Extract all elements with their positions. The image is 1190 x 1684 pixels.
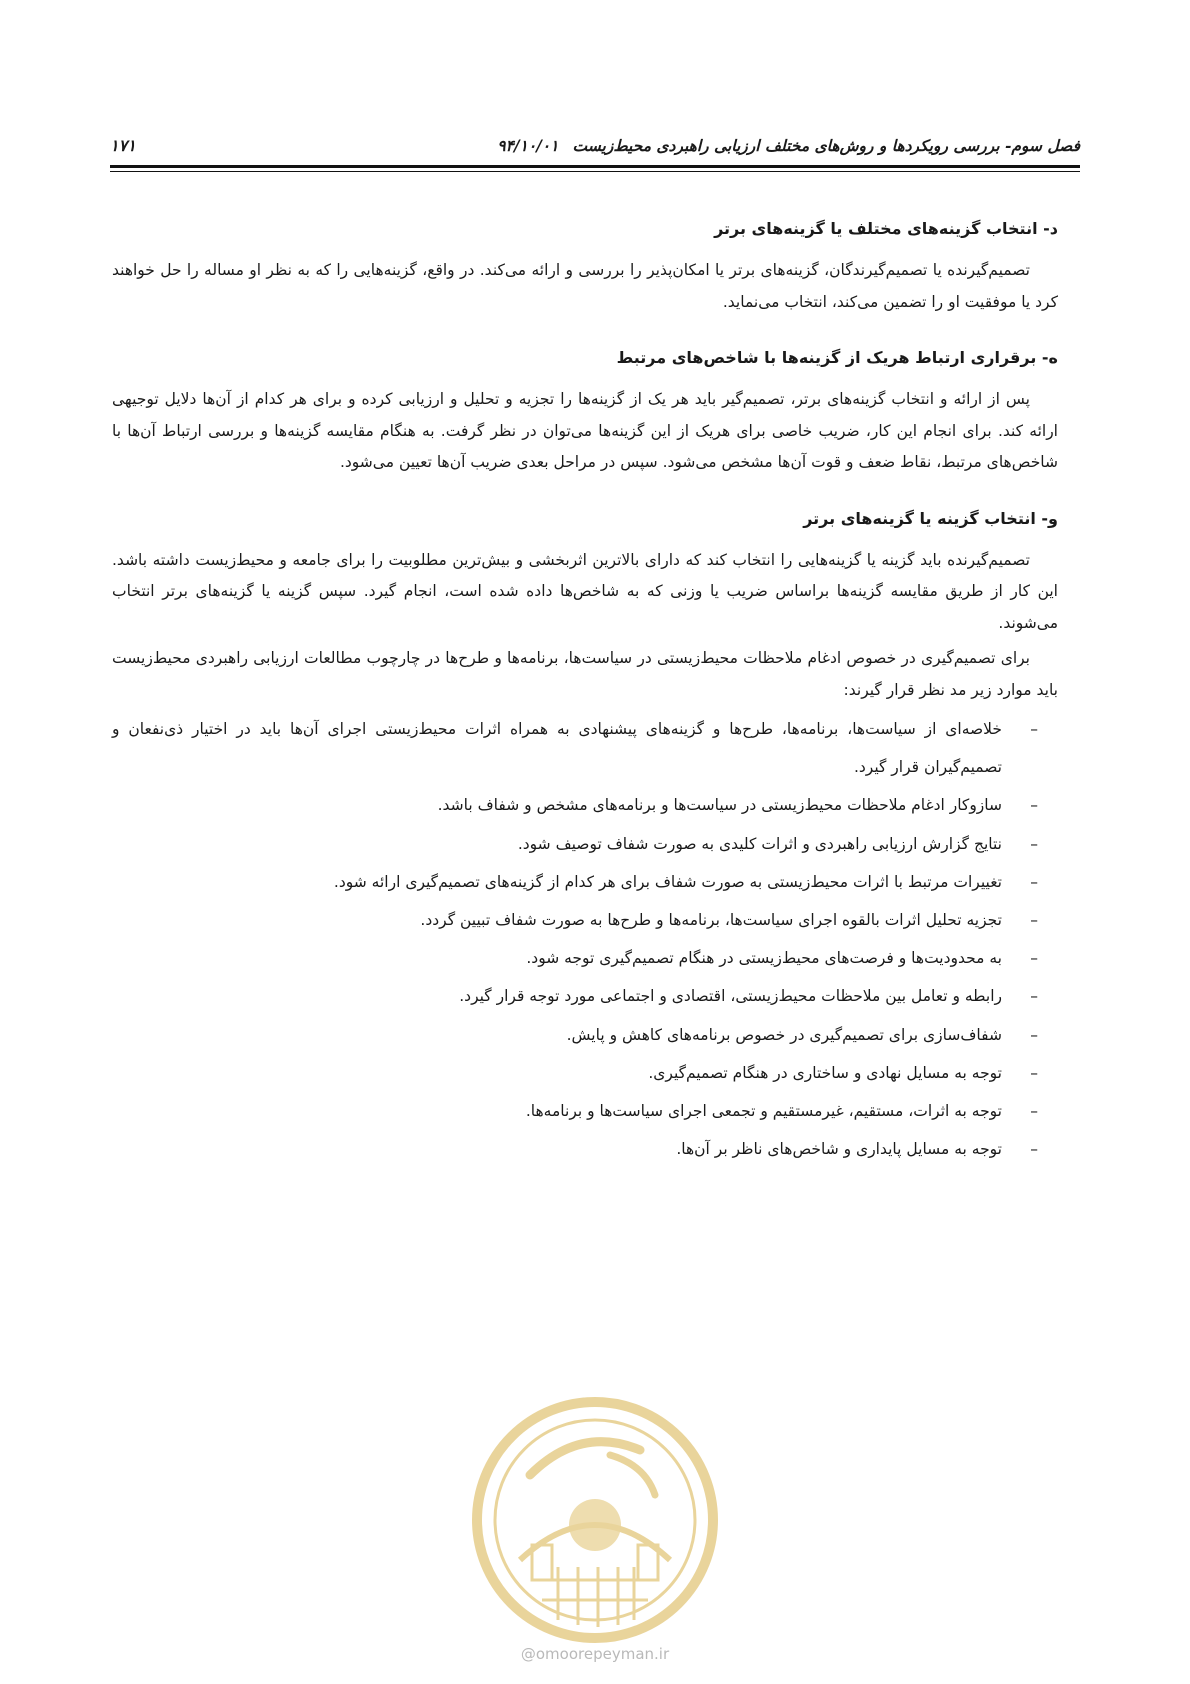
section-h-paragraph: پس از ارائه و انتخاب گزینه‌های برتر، تصمیم‌گیر باید هر یک از گزینه‌ها را تجزیه و تحلیل و ارزیابی کرده و برای هر کدام از آن‌ها دلایل توجیهی ارائه کند. برای انجام این کار، ضریب خاصی برای هریک از این گزینه‌ها می‌توان در نظر گرفت. به هنگام مقایسه گزینه‌ها و بررسی ارتباط آن‌ها با شاخص‌های مرتبط، نقاط ضعف و قوت آن‌ها مشخص می‌شود. سپس در مراحل بعدی ضریب آن‌ها تعیین می‌شود. <box>112 390 1058 471</box>
list-item-text: تجزیه تحلیل اثرات بالقوه اجرای سیاست‌ها، برنامه‌ها و طرح‌ها به صورت شفاف تبیین گردد. <box>420 911 1002 930</box>
dash-bullet-icon: – <box>1030 834 1038 853</box>
dash-bullet-icon: – <box>1030 1025 1038 1044</box>
list-item-text: رابطه و تعامل بین ملاحظات محیط‌زیستی، اقتصادی و اجتماعی مورد توجه قرار گیرد. <box>459 987 1002 1006</box>
list-item <box>112 901 1058 939</box>
list-item <box>112 863 1058 901</box>
list-item <box>112 1092 1058 1130</box>
dash-bullet-icon: – <box>1030 872 1038 891</box>
dash-bullet-icon: – <box>1030 796 1038 815</box>
section-v-paragraph-2: برای تصمیم‌گیری در خصوص ادغام ملاحظات محیط‌زیستی در سیاست‌ها، برنامه‌ها و طرح‌ها در چارچوب مطالعات ارزیابی راهبردی محیط‌زیست باید موارد زیر مد نظر قرار گیرند: <box>112 649 1058 699</box>
dash-bullet-icon: – <box>1030 987 1038 1006</box>
watermark-site-url <box>0 1645 1190 1663</box>
list-item <box>112 1016 1058 1054</box>
list-item-text: تغییرات مرتبط با اثرات محیط‌زیستی به صورت شفاف برای هر کدام از گزینه‌های تصمیم‌گیری ارائه شود. <box>333 872 1002 891</box>
list-item-text: خلاصه‌ای از سیاست‌ها، برنامه‌ها، طرح‌ها و گزینه‌های پیشنهادی به همراه اثرات محیط‌زیستی اجرای آن‌ها باید در اختیار ذی‌نفعان و تصمیم‌گیران قرار گیرد. <box>112 720 1002 777</box>
dash-bullet-icon: – <box>1030 1102 1038 1121</box>
page-content <box>112 214 1058 1168</box>
list-item-text: توجه به اثرات، مستقیم، غیرمستقیم و تجمعی اجرای سیاست‌ها و برنامه‌ها. <box>525 1102 1002 1121</box>
section-d-heading: د- انتخاب گزینه‌های مختلف یا گزینه‌های برتر <box>714 219 1058 238</box>
list-item <box>112 1054 1058 1092</box>
list-item <box>112 977 1058 1015</box>
list-item-text: شفاف‌سازی برای تصمیم‌گیری در خصوص برنامه‌های کاهش و پایش. <box>566 1025 1002 1044</box>
list-item-text: به محدودیت‌ها و فرصت‌های محیط‌زیستی در هنگام تصمیم‌گیری توجه شود. <box>526 949 1002 968</box>
section-h-heading: ه- برقراری ارتباط هریک از گزینه‌ها با شاخص‌های مرتبط <box>616 348 1058 367</box>
list-item <box>112 939 1058 977</box>
section-d-paragraph: تصمیم‌گیرنده یا تصمیم‌گیرندگان، گزینه‌های برتر یا امکان‌پذیر را بررسی و ارائه می‌کند. در واقع، گزینه‌هایی را که به نظر او مساله را حل خواهند کرد یا موفقیت او را تضمین می‌کند، انتخاب می‌نماید. <box>112 261 1058 311</box>
list-item <box>112 786 1058 824</box>
dash-bullet-icon: – <box>1030 1140 1038 1159</box>
considerations-list <box>112 710 1058 1168</box>
watermark-seal-icon <box>470 1395 720 1645</box>
running-header <box>110 128 1080 162</box>
list-item-text: نتایج گزارش ارزیابی راهبردی و اثرات کلیدی به صورت شفاف توصیف شود. <box>517 834 1002 853</box>
list-item-text: توجه به مسایل نهادی و ساختاری در هنگام تصمیم‌گیری. <box>648 1063 1002 1082</box>
header-rule-thick <box>110 165 1080 168</box>
list-item-text: سازوکار ادغام ملاحظات محیط‌زیستی در سیاست‌ها و برنامه‌های مشخص و شفاف باشد. <box>437 796 1002 815</box>
header-rule-thin <box>110 171 1080 172</box>
list-item <box>112 825 1058 863</box>
dash-bullet-icon: – <box>1030 911 1038 930</box>
dash-bullet-icon: – <box>1030 1063 1038 1082</box>
dash-bullet-icon: – <box>1030 949 1038 968</box>
site-url-text: omoorepeyman.ir <box>535 1645 670 1663</box>
section-v-heading: و- انتخاب گزینه یا گزینه‌های برتر <box>803 508 1058 528</box>
section-v-paragraph-1: تصمیم‌گیرنده باید گزینه یا گزینه‌هایی را انتخاب کند که دارای بالاترین اثربخشی و بیش‌ترین مطلوبیت را برای جامعه و محیط‌زیست داشته باشد. این کار از طریق مقایسه گزینه‌ها براساس ضریب یا وزنی که به شاخص‌ها داده شده است، انجام گیرد. سپس گزینه یا گزینه‌های برتر انتخاب می‌شوند. <box>112 550 1058 632</box>
header-date: ۹۴/۱۰/۰۱ <box>497 135 559 155</box>
page-number: ۱۷۱ <box>110 135 136 155</box>
dash-bullet-icon: – <box>1030 720 1038 738</box>
list-item <box>112 1130 1058 1168</box>
chapter-title <box>497 136 1080 155</box>
at-icon: @ <box>520 1645 536 1663</box>
chapter-title-text: فصل سوم- بررسی رویکردها و روش‌های مختلف ارزیابی راهبردی محیط‌زیست <box>572 135 1080 155</box>
list-item-text: توجه به مسایل پایداری و شاخص‌های ناظر بر آن‌ها. <box>676 1140 1002 1159</box>
list-item <box>112 710 1058 786</box>
